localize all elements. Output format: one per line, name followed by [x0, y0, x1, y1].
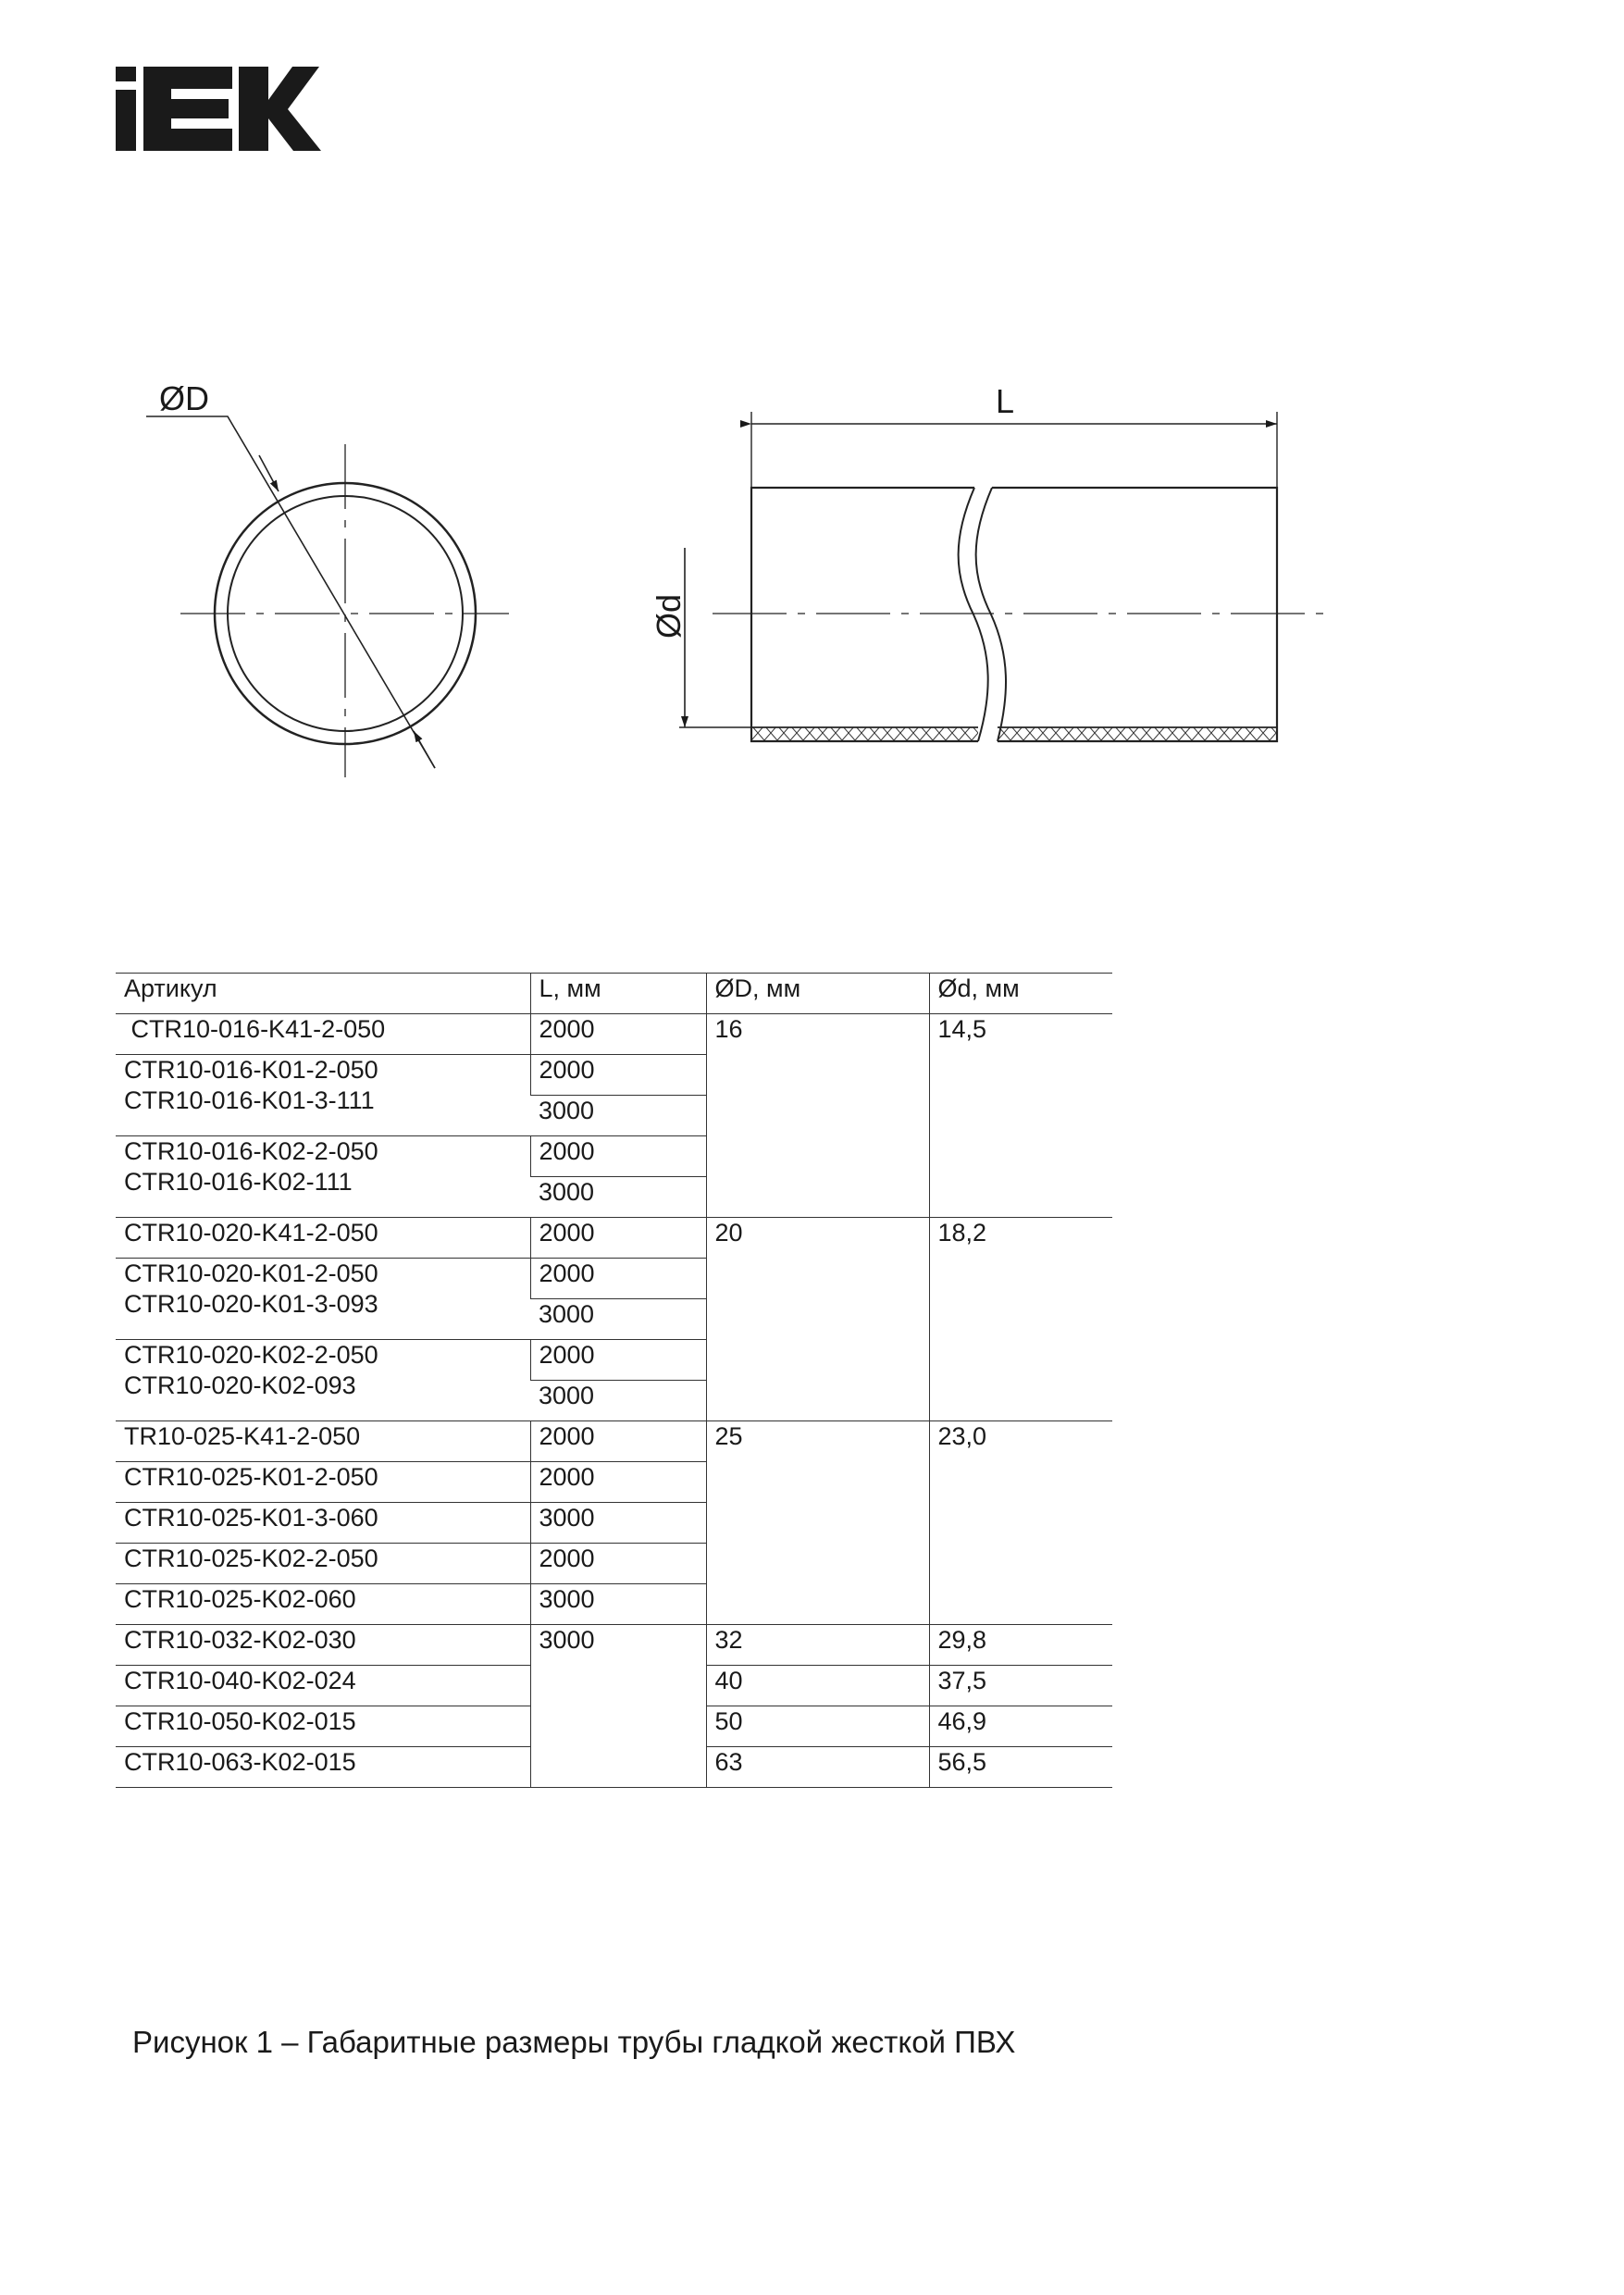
- article-cell: CTR10-020-K41-2-050: [116, 1218, 530, 1259]
- article-cell: CTR10-020-K02-2-050 CTR10-020-K02-093: [116, 1340, 530, 1421]
- table-row: [116, 1625, 1112, 1666]
- outer-diameter-cell: 40: [706, 1666, 929, 1706]
- iek-logo: [116, 67, 321, 151]
- length-cell: 2000: [530, 1014, 706, 1055]
- length-cell: 2000: [530, 1421, 706, 1462]
- inner-diameter-cell: 37,5: [929, 1666, 1112, 1706]
- break-line-left: [959, 488, 988, 741]
- table-row: [116, 1014, 1112, 1055]
- article-cell: CTR10-020-K01-2-050 CTR10-020-K01-3-093: [116, 1259, 530, 1340]
- length-cell: 3000: [530, 1177, 706, 1218]
- inner-diameter-label: Ød: [650, 593, 688, 639]
- inner-diameter-cell: 56,5: [929, 1747, 1112, 1788]
- article-cell: CTR10-025-K02-060: [116, 1584, 530, 1625]
- figure-caption: Рисунок 1 – Габаритные размеры трубы гладкой жесткой ПВХ: [132, 2025, 1016, 2059]
- inner-diameter-cell: 14,5: [929, 1014, 1112, 1218]
- outer-diameter-cell: 63: [706, 1747, 929, 1788]
- length-cell: 2000: [530, 1218, 706, 1259]
- length-cell: 3000: [530, 1381, 706, 1421]
- wall-hatch-left: [751, 727, 978, 741]
- table-header-row: [116, 974, 1112, 1014]
- inner-diameter-cell: 23,0: [929, 1421, 1112, 1625]
- article-cell: CTR10-025-K01-2-050: [116, 1462, 530, 1503]
- wall-hatch-right: [998, 727, 1277, 741]
- header-inner-diameter: Ød, мм: [929, 974, 1112, 1014]
- length-cell: 2000: [530, 1340, 706, 1381]
- length-label: L: [996, 382, 1015, 420]
- article-cell: CTR10-016-K02-2-050 CTR10-016-K02-111: [116, 1136, 530, 1218]
- outer-diameter-cell: 25: [706, 1421, 929, 1625]
- header-outer-diameter: ØD, мм: [706, 974, 929, 1014]
- header-article: Артикул: [116, 974, 530, 1014]
- length-cell: 2000: [530, 1544, 706, 1584]
- pipe-cross-section: [146, 416, 509, 777]
- article-cell: CTR10-016-K41-2-050: [116, 1014, 530, 1055]
- length-cell: 2000: [530, 1055, 706, 1096]
- article-cell: CTR10-025-K02-2-050: [116, 1544, 530, 1584]
- article-cell: CTR10-016-K01-2-050 CTR10-016-K01-3-111: [116, 1055, 530, 1136]
- outer-diameter-cell: 50: [706, 1706, 929, 1747]
- article-cell: CTR10-063-K02-015: [116, 1747, 530, 1788]
- table-row: [116, 1421, 1112, 1462]
- diameter-arrow-bottom: [414, 731, 435, 768]
- technical-drawing: [0, 0, 1624, 925]
- diameter-leader: [146, 416, 435, 768]
- pipe-left-part: [751, 488, 978, 741]
- article-cell: CTR10-040-K02-024: [116, 1666, 530, 1706]
- article-cell: CTR10-025-K01-3-060: [116, 1503, 530, 1544]
- break-line-right: [976, 488, 1006, 741]
- header-length: L, мм: [530, 974, 706, 1014]
- article-cell: TR10-025-K41-2-050: [116, 1421, 530, 1462]
- article-cell: CTR10-032-K02-030: [116, 1625, 530, 1666]
- length-cell: 3000: [530, 1299, 706, 1340]
- table-row: [116, 1218, 1112, 1259]
- outer-diameter-cell: 32: [706, 1625, 929, 1666]
- outer-diameter-cell: 16: [706, 1014, 929, 1218]
- length-cell: 3000: [530, 1503, 706, 1544]
- length-cell: 3000: [530, 1625, 706, 1788]
- article-cell: CTR10-050-K02-015: [116, 1706, 530, 1747]
- length-cell: 3000: [530, 1096, 706, 1136]
- length-cell: 2000: [530, 1462, 706, 1503]
- inner-diameter-cell: 29,8: [929, 1625, 1112, 1666]
- pipe-side-view: [679, 412, 1323, 741]
- inner-diameter-cell: 18,2: [929, 1218, 1112, 1421]
- length-cell: 2000: [530, 1259, 706, 1299]
- inner-diameter-cell: 46,9: [929, 1706, 1112, 1747]
- length-cell: 2000: [530, 1136, 706, 1177]
- outer-diameter-label: ØD: [159, 379, 209, 417]
- pipe-right-part: [992, 488, 1277, 741]
- length-cell: 3000: [530, 1584, 706, 1625]
- outer-diameter-cell: 20: [706, 1218, 929, 1421]
- dimensions-table: [116, 973, 1112, 1788]
